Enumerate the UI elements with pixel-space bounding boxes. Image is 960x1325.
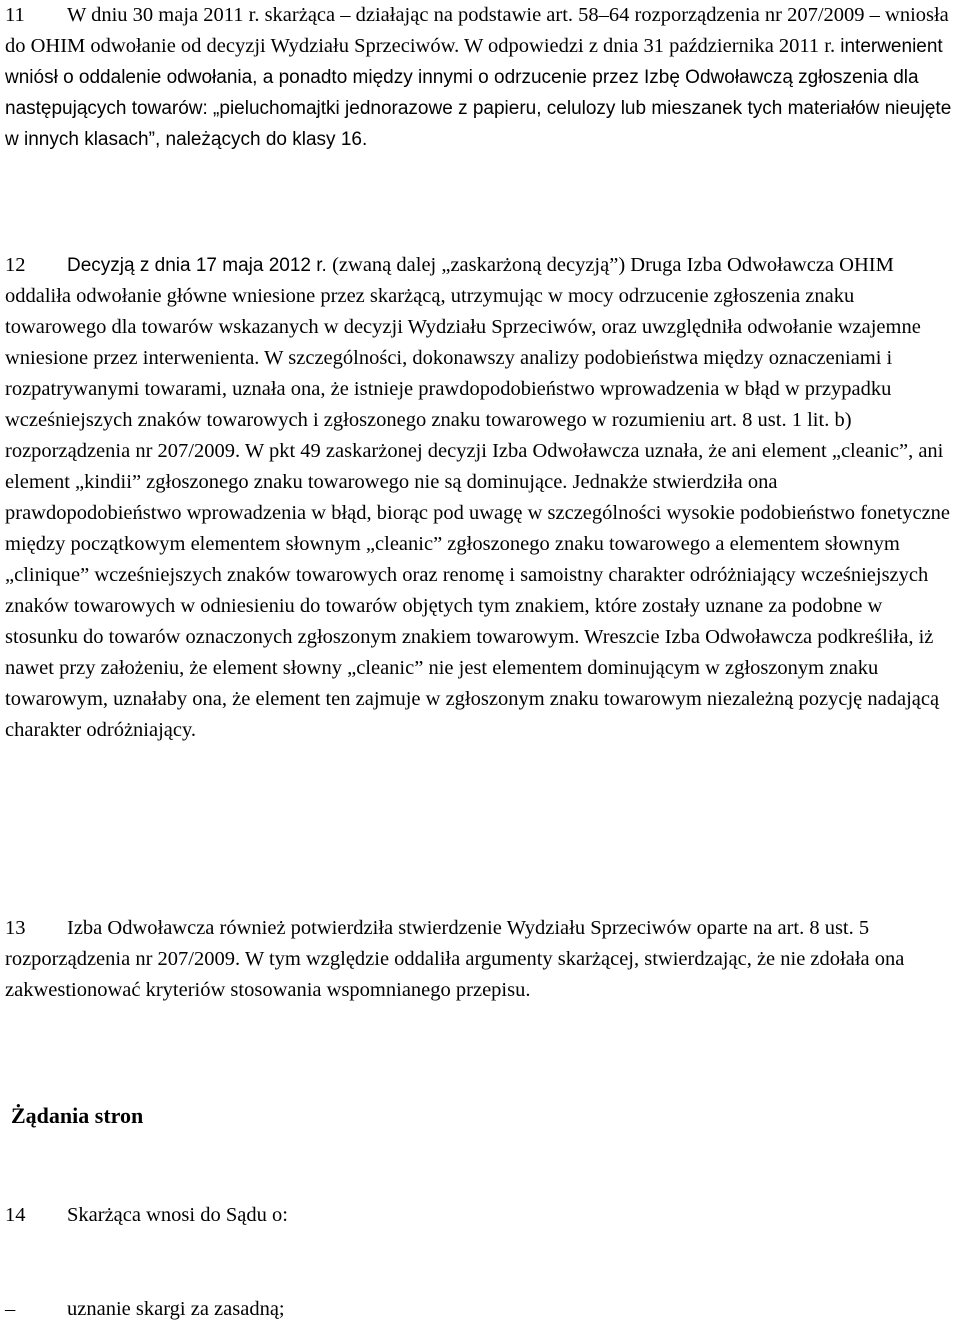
paragraph-12 (5, 250, 957, 746)
paragraph-text: interwenient wniósł o oddalenie odwołania, a ponadto między innymi o odrzucenie przez Izbę Odwoławczą zgłoszenia dla następujących towarów: „pieluchomajtki jednorazowe z papieru, celulozy lub mieszanek tych materiałów nieujęte w innych klasach”, należących do klasy 16. (5, 36, 952, 150)
paragraph-text: Izba Odwoławcza również potwierdziła stwierdzenie Wydziału Sprzeciwów oparte na art. 8 ust. 5 rozporządzenia nr 207/2009. W tym względzie oddaliła argumenty skarżącej, stwierdzając, że nie zdołała ona zakwestionować kryteriów stosowania wspomnianego przepisu. (5, 917, 905, 1001)
bullet-text: uznanie skargi za zasadną; (67, 1298, 285, 1320)
paragraph-text: (zwaną dalej „zaskarżoną decyzją”) Druga Izba Odwoławcza OHIM oddaliła odwołanie główne wniesione przez skarżącą, utrzymując w mocy odrzucenie zgłoszenia znaku towarowego dla towarów wskazanych w decyzji Wydziału Sprzeciwów, oraz uwzględniła odwołanie wzajemne wniesione przez interwenienta. W szczególności, dokonawszy analizy podobieństwa między oznaczeniami i rozpatrywanymi towarami, uznała ona, że istnieje prawdopodobieństwo wprowadzenia w błąd w przypadku wcześniejszych znaków towarowych i zgłoszonego znaku towarowego w rozumieniu art. 8 ust. 1 lit. b) rozporządzenia nr 207/2009. W pkt 49 zaskarżonej decyzji Izba Odwoławcza uznała, że ani element „cleanic”, ani element „kindii” zgłoszonego znaku towarowego nie są dominujące. Jednakże stwierdziła ona prawdopodobieństwo wprowadzenia w błąd, biorąc pod uwagę w szczególności wysokie podobieństwo fonetyczne między początkowym elementem słownym „cleanic” zgłoszonego znaku towarowego a elementem słownym „clinique” wcześniejszych znaków towarowych oraz renomę i samoistny charakter odróżniający wcześniejszych znaków towarowych w odniesieniu do towarów objętych tym znakiem, które zostały uznane za podobne w stosunku do towarów oznaczonych zgłoszonym znakiem towarowym. Wreszcie Izba Odwoławcza podkreśliła, iż nawet przy założeniu, że element słowny „cleanic” nie jest elementem dominującym w zgłoszonym znaku towarowym, uznałaby ona, że element ten zajmuje w zgłoszonym znaku towarowym niezależną pozycję nadającą charakter odróżniający. (5, 254, 951, 741)
section-heading: Żądania stron (11, 1103, 144, 1128)
bullet-dash: – (5, 1298, 16, 1320)
paragraph-number: 11 (5, 4, 25, 26)
paragraph-13 (5, 913, 957, 1006)
paragraph-text: Decyzją z dnia 17 maja 2012 r. (67, 255, 333, 276)
bullet-item (5, 1294, 957, 1325)
paragraph-text: W dniu 30 maja 2011 r. skarżąca – działając na podstawie art. 58–64 rozporządzenia nr 207/2009 – wniosła do OHIM odwołanie od decyzji Wydziału Sprzeciwów. W odpowiedzi z dnia 31 października 2011 r. (5, 4, 949, 57)
paragraph-text: Skarżąca wnosi do Sądu o: (67, 1204, 288, 1226)
paragraph-number: 14 (5, 1204, 26, 1226)
paragraph-11 (5, 0, 957, 155)
paragraph-14 (5, 1200, 957, 1231)
paragraph-number: 12 (5, 254, 26, 276)
paragraph-number: 13 (5, 917, 26, 939)
